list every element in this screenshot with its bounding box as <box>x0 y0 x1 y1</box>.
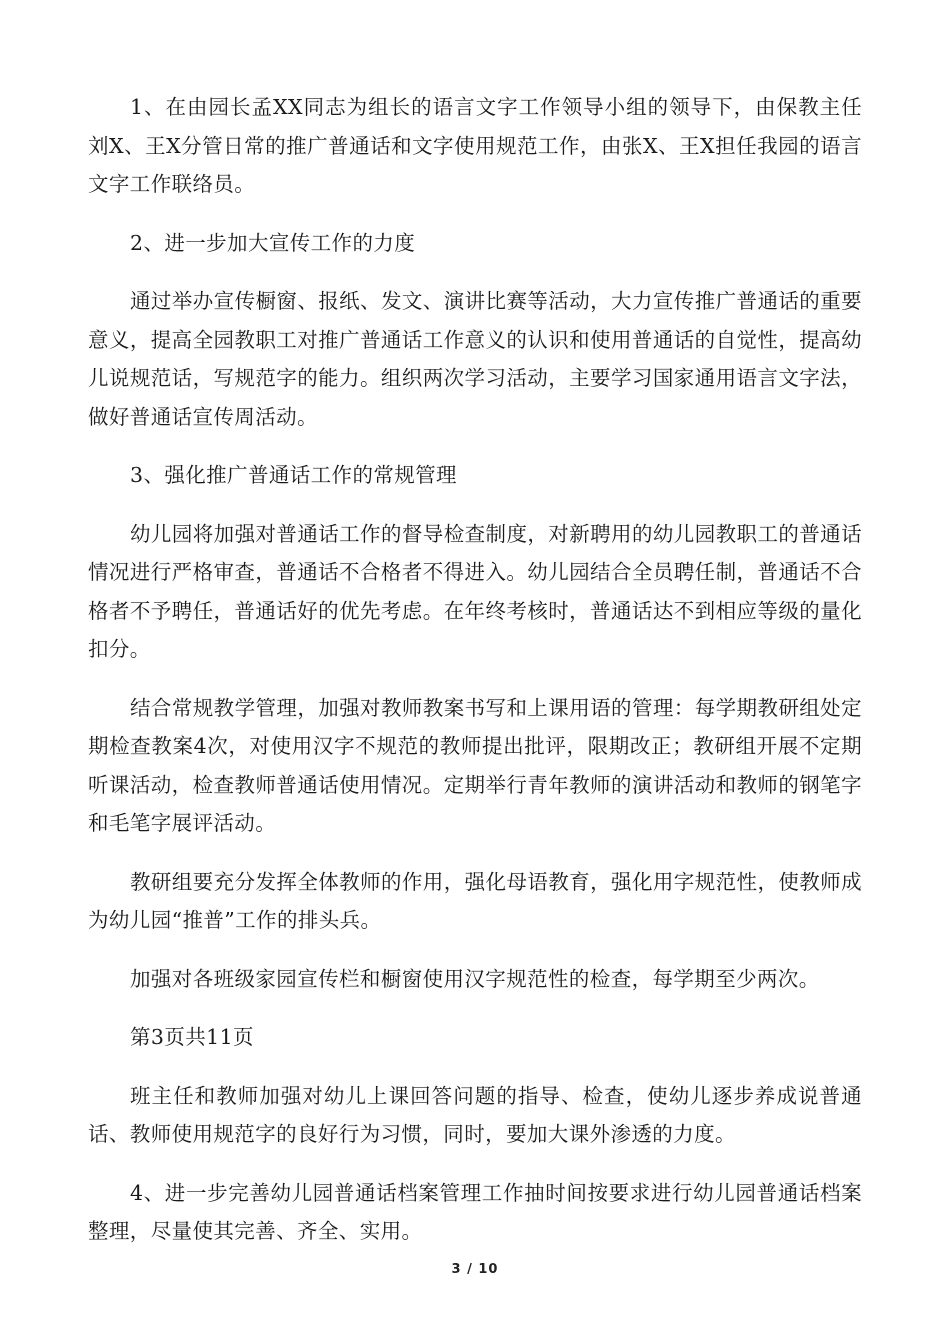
paragraph-heading-routine-management: 3、强化推广普通话工作的常规管理 <box>130 463 457 487</box>
document-body <box>88 88 862 1251</box>
paragraph-teaching-management: 结合常规教学管理，加强对教师教案书写和上课用语的管理：每学期教研组处定期检查教案4次，对使用汉字不规范的教师提出批评，限期改正；教研组开展不定期听课活动，检查教师普通话使用情况。定期举行青年教师的演讲活动和教师的钢笔字和毛笔字展评活动。 <box>88 695 862 835</box>
paragraph-inline-page-marker: 第3页共11页 <box>130 1025 254 1049</box>
paragraph-archive-management: 4、进一步完善幼儿园普通话档案管理工作抽时间按要求进行幼儿园普通话档案整理，尽量使其完善、齐全、实用。 <box>88 1180 862 1243</box>
paragraph-heading-publicity: 2、进一步加大宣传工作的力度 <box>130 230 416 255</box>
paragraph-leadership-group: 1、在由园长孟XX同志为组长的语言文字工作领导小组的领导下，由保教主任刘X、王X分管日常的推广普通话和文字使用规范工作，由张X、王X担任我园的语言文字工作联络员。 <box>88 95 862 196</box>
paragraph-bulletin-inspection: 加强对各班级家园宣传栏和橱窗使用汉字规范性的检查，每学期至少两次。 <box>130 966 820 991</box>
paragraph-supervision: 幼儿园将加强对普通话工作的督导检查制度，对新聘用的幼儿园教职工的普通话情况进行严格审查，普通话不合格者不得进入。幼儿园结合全员聘任制，普通话不合格者不予聘任，普通话好的优先考虑。在年终考核时，普通话达不到相应等级的量化扣分。 <box>88 521 862 661</box>
page-number: 3 / 10 <box>451 1262 499 1277</box>
paragraph-publicity-activities: 通过举办宣传橱窗、报纸、发文、演讲比赛等活动，大力宣传推广普通话的重要意义，提高全园教职工对推广普通话工作意义的认识和使用普通话的自觉性，提高幼儿说规范话，写规范字的能力。组织两次学习活动，主要学习国家通用语言文字法，做好普通话宣传周活动。 <box>88 289 862 429</box>
paragraph-classroom-guidance: 班主任和教师加强对幼儿上课回答问题的指导、检查，使幼儿逐步养成说普通话、教师使用规范字的良好行为习惯，同时，要加大课外渗透的力度。 <box>88 1083 862 1146</box>
paragraph-teaching-research-group: 教研组要充分发挥全体教师的作用，强化母语教育，强化用字规范性，使教师成为幼儿园“推普”工作的排头兵。 <box>88 869 862 932</box>
